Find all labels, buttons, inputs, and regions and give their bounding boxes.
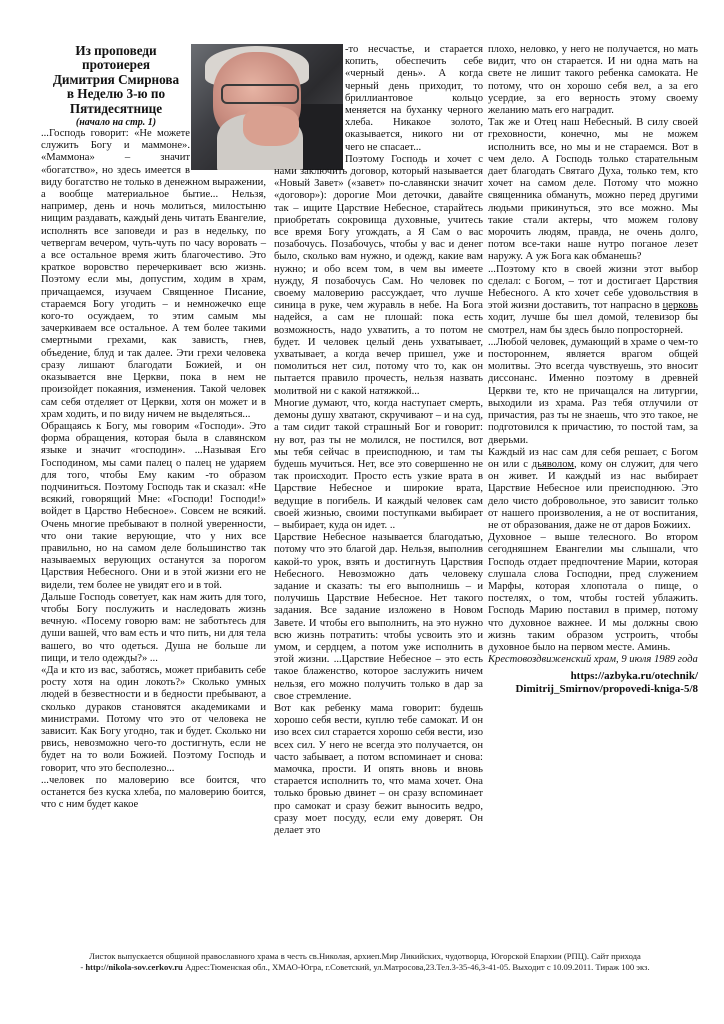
footer-dash: - bbox=[80, 962, 86, 972]
parish-site-link[interactable]: http://nikola-sov.cerkov.ru bbox=[85, 962, 183, 972]
paragraph: ...Любой человек, думающий в храме о чем-то постороннем, является врагом общей молитвы. Это всегда чувствуешь, это вносит диссонанс. Именно поэтому в древней Церкви те, кто не причащался на литургии, выходили из храма. Раз тебя отлучили от причастия, раз ты не знаешь, что это такое, не подготовился к причастию, то постой там, за дверьми. bbox=[488, 336, 698, 446]
photo-wrap-spacer bbox=[190, 128, 266, 168]
paragraph: Царствие Небесное называется благодатью, потому что это благой дар. Нельзя, выполнив какой-то урок, взять и достигнуть Царствия Небесного. Невозможно дать человеку задание и сказать: ты его выполнишь – и получишь Царствие Небесное. Нет такого задания. Все задание изложено в Новом Завете. И чтобы его выполнить, на это нужно всю жизнь потратить: чтобы усвоить это и умом, и сердцем, а потом уже исполнить в этой жизни. ...Царствие Небесное – это есть такое блаженство, которое заслужить ничем нельзя, его можно получить только в дар за свое стремление. bbox=[274, 532, 483, 702]
paragraph bbox=[274, 44, 483, 154]
photo-wrap-spacer bbox=[274, 44, 345, 166]
church-link[interactable]: церковь bbox=[662, 300, 698, 312]
paragraph bbox=[488, 447, 698, 532]
paragraph: «Да и кто из вас, заботясь, может прибавить себе росту хотя на один локоть?» Сколько умных людей в безвестности и в бедности пребывают, а сколько дураков становятся академиками и министрами. Потому что это от человека не зависит. Как Богу угодно, так и будет. Сколько ни рвись, невозможно чего-то достигнуть, если не будет на то воли Божией. Поэтому Господь и говорит, что это бесполезно... bbox=[41, 664, 266, 774]
paragraph: Многие думают, что, когда наступает смерть, демоны душу хватают, скручивают – и на суд, а там сидит такой страшный Бог и говорит: ну вот, раз ты не молился, не постился, вот мы тебя сейчас в преисподнюю, и там ты будешь мучиться. Нет, все это совершенно не так происходит. Просто есть узкие врата в Царствие Небесное и широкие врата, ведущие в погибель. И каждый человек сам своей жизнью, своими поступками выбирает – выбирает, куда он идет. .. bbox=[274, 397, 483, 531]
title-line: протоиерея bbox=[81, 57, 151, 73]
paragraph-text: ходит, лучше бы шел домой, телевизор бы смотрел, нам бы здесь было попросторней. bbox=[488, 312, 698, 336]
title-line: Из проповеди bbox=[75, 43, 157, 58]
paragraph-text: -то несчастье, и старается копить, обеспечить себе «черный день». А когда черный день приходит, то бриллиантовое кольцо меняется на буханку черного хлеба. Никакое золото, оказывается, никого ни от чего не спасает... bbox=[345, 44, 483, 153]
footer-line-1: Листок выпускается общиной православного храма в честь св.Николая, архиеп.Мир Ликийских, чудотворца, Югорской Епархии (РПЦ). Сайт прихода bbox=[89, 951, 641, 961]
paragraph: Вот как ребенку мама говорит: будешь хорошо себя вести, куплю тебе самокат. И он изо всех сил старается хорошо себя вести, изо всех сил. У него не всегда это получается, он часто забывает, а потом вспоминает и снова: мамочка, прости. И опять вновь и вновь старается исполнить то, что мама хочет. Она только бровью двинет – он сразу вспоминает про самокат и сразу бежит выносить ведро, сразу моет посуду, если ему доверят. Он делает это bbox=[274, 702, 483, 836]
title-line: в Неделю 3-ю по bbox=[66, 86, 166, 102]
paragraph-text: , кому он служит, для чего он живет. И каждый из нас выбирает Царствие Небесное или преисподнюю. Это дело чисто добровольное, это зависит только от нашего произволения, а не от воспитания, не от образования, даже не от даров Божиих. bbox=[488, 458, 698, 531]
source-link-line[interactable]: Dimitrij_Smirnov/propovedi-kniga-5/8 bbox=[515, 682, 698, 695]
column-2 bbox=[274, 44, 483, 837]
paragraph-text: ...Господь говорит: «Не можете служить Богу и маммоне». «Маммона» – значит «богатство», но здесь имеется в виду богатство не только в денежном выражении, а вообще материальное бытие... Нельзя, например, день и ночь молиться, милостыню нищим раздавать, каждый день читать Евангелие, исполнять все заповеди и раз в недельку, по четвергам вечером, чуть-чуть по часу воровать – а все остальное время жить благочестиво. Это краткое воровство перечеркивает всю жизнь. Поэтому если мы, допустим, ходим в храм, причащаемся, изучаем Священное Писание, стараемся Богу угодить – и немножечко еще кого-то осуждаем, то этим самым мы зачеркиваем все остальное. А тем более такими смертными грехами, как зависть, гнев, объедение, блуд и так далее. Эти грехи человека сразу лишают благодати Божией, и он оказывается вне Церкви, пока в нем не произойдет покаяния, изменения. Такой человек сам себя отделяет от Церкви, хотя он может и в храм ходить, и по виду ничем не выделяться... bbox=[41, 128, 266, 420]
column-3 bbox=[488, 44, 698, 696]
footer bbox=[40, 951, 690, 973]
article-title bbox=[41, 44, 191, 116]
paragraph: плохо, неловко, у него не получается, но мать видит, что он старается. И ни одна мать на свете не лишит такого ребенка самоката. Не потому, что он хорошо себя вел, а за его усердие, за его верность этому своему желанию мать его наградит. bbox=[488, 44, 698, 117]
paragraph: Поэтому Господь и хочет с нами заключить договор, который называется «Новый Завет» («завет» по-славянски значит «договор»): дорогие Мои деточки, давайте так – ищите Царствие Небесное, старайтесь приобретать сокровища духовные, учитесь все время Богу угождать, а Я Сам о вас позабочусь. Позабочусь, чтобы у вас и денег было, сколько вам нужно, и одежд, какие вам нужно; и обо всем том, в чем вы имеете нужду, Я позабочусь Сам. Но человек по своему маловерию рассуждает, что лучше синица в руке, чем журавль в небе. На Бога надейся, а сам не плошай: пока есть возможность, надо ухватить, а то потом не будет. И человек целый день ухватывает, ухватывает, а когда вечер пришел, уже и помолиться нет сил, потому что то, как он пытается правило прочесть, нельзя назвать молитвой ни с какой натяжкой... bbox=[274, 153, 483, 397]
paragraph: ...человек по маловерию все боится, что останется без куска хлеба, по маловерию боится, что с ним будет какое bbox=[41, 774, 266, 811]
title-line: Димитрия Смирнова bbox=[52, 71, 180, 87]
paragraph: Духовное – выше телесного. Во втором сегодняшнем Евангелии мы слышали, что Господь отдает предпочтение Марии, которая слушала слова Господни, пред служением Марфы, которая хлопотала о пище, о постелях, о том, чтобы гостей ублажить. Господь Марию поставил в пример, потому что духовное важнее. И мы должны свою жизнь таким образом устроить, чтобы духовное было на первом месте. Аминь. bbox=[488, 532, 698, 653]
column-1 bbox=[41, 44, 266, 811]
title-line: Пятидесятнице bbox=[69, 100, 163, 116]
paragraph-text: ...Поэтому кто в своей жизни этот выбор сделал: с Богом, – тот и достигает Царствия Небесного. А кто хочет себе удовольствия в этой жизни доставить, тот напрасно в bbox=[488, 263, 698, 312]
devil-link[interactable]: дьяволом bbox=[531, 458, 575, 470]
continued-note: (начало на стр. 1) bbox=[75, 117, 157, 129]
paragraph-text: Каждый из нас сам для себя решает, с Богом он или с bbox=[488, 446, 698, 470]
paragraph bbox=[41, 128, 266, 421]
paragraph: Дальше Господь советует, как нам жить для того, чтобы Богу послужить и наследовать жизнь вечную. «Посему говорю вам: не заботьтесь для души вашей, что вам есть и что пить, ни для тела вашего, во что одеться. Душа не больше ли пищи, и тело одежды?» ... bbox=[41, 591, 266, 664]
paragraph bbox=[488, 264, 698, 337]
source-link[interactable] bbox=[488, 670, 698, 695]
sermon-signature: Крестовоздвиженский храм, 9 июля 1989 года bbox=[488, 654, 698, 666]
paragraph: Обращаясь к Богу, мы говорим «Господи». Это форма обращения, которая была в славянском языке и значит «господин». ...Называя Его Господином, мы сами палец о палец не ударяем для того, чтобы Ему каким -то образом подчиниться. Поэтому Господь так и сказал: «Не всякий, говорящий Мне: «Господи! Господи!» войдет в Царство Небесное». Совсем не всякий. Очень многие пребывают в полной уверенности, что они такие верующие, что у них все правильно, но на самом деле большинство так называемых верующих останутся за порогом Царствия Небесного. Они и в этой жизни его не видели, тем более не увидят его и в той. bbox=[41, 420, 266, 591]
footer-address: Адрес:Тюменская обл., ХМАО-Югра, г.Советский, ул.Матросова,23.Тел.3-35-46,3-41-05. Выходит с 10.09.2011. Тираж 100 экз. bbox=[182, 962, 650, 972]
source-link-line[interactable]: https://azbyka.ru/otechnik/ bbox=[570, 670, 698, 683]
footer-line-2 bbox=[40, 962, 690, 973]
paragraph: Так же и Отец наш Небесный. В силу своей греховности, конечно, мы не можем исполнить все, но мы и не стараемся. Вот в чем дело. А Господь только старательным дает благодать Святаго Духа, только тем, кто хочет на самом деле. Потому что можно священника обмануть, можно перед другими людьми прикинуться, это все можно. Мы такие стали актеры, что можем голову морочить людям, правда, не очень долго, потом все-таки наше нутро поганое лезет наружу. А уж Бога как обманешь? bbox=[488, 117, 698, 263]
